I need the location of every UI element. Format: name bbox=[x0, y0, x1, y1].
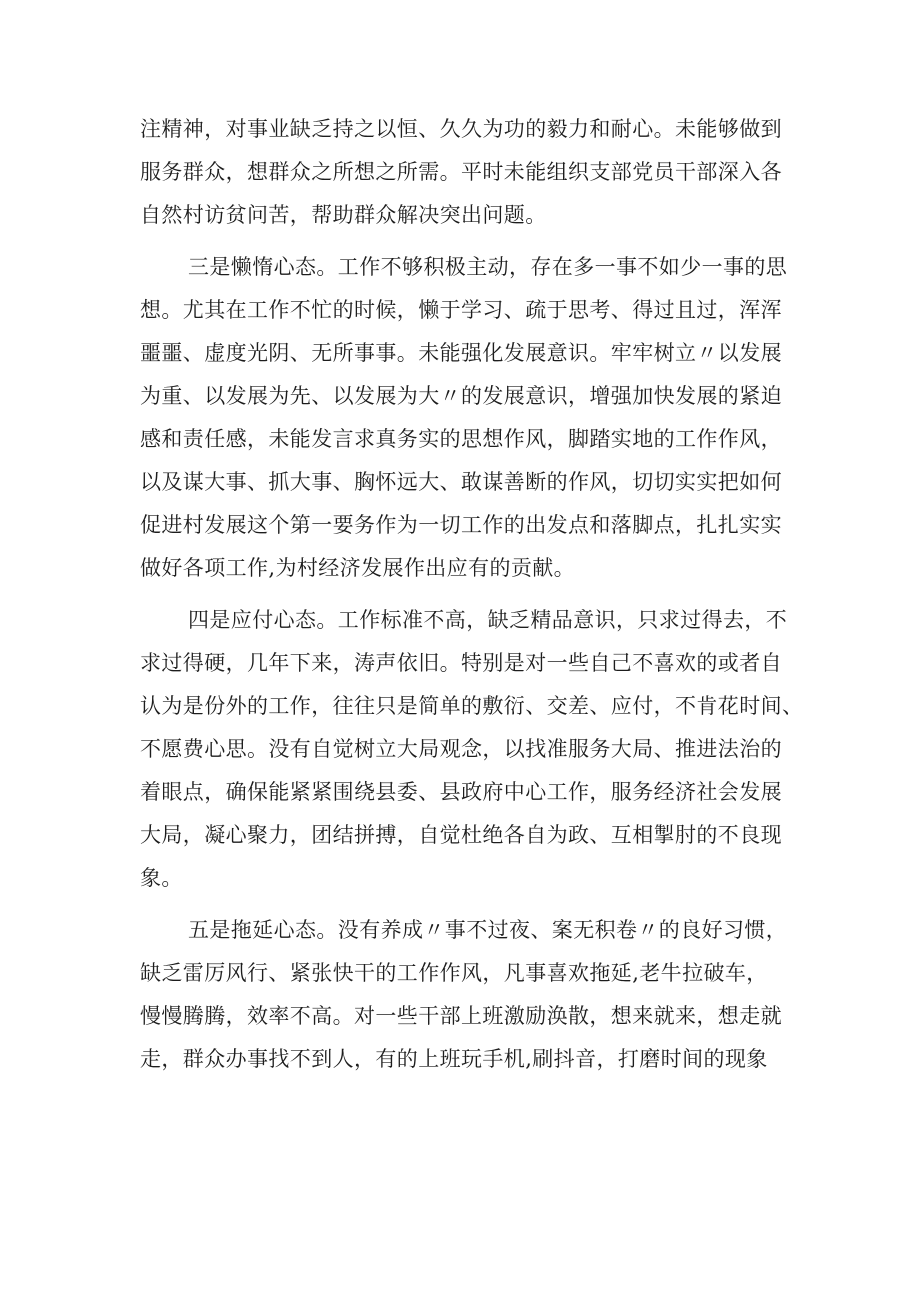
paragraph-line: 想。尤其在工作不忙的时候，懒于学习、疏于思考、得过且过，浑浑 bbox=[140, 298, 782, 322]
paragraph-line: 慢慢腾腾，效率不高。对一些干部上班激励涣散，想来就来，想走就 bbox=[140, 1004, 782, 1028]
paragraph-line: 自然村访贫问苦，帮助群众解决突出问题。 bbox=[140, 203, 547, 227]
paragraph-line: 象。 bbox=[140, 866, 183, 890]
paragraph-line: 四是应付心态。工作标准不高，缺乏精品意识，只求过得去，不 bbox=[188, 608, 788, 632]
paragraph-line: 促进村发展这个第一要务作为一切工作的出发点和落脚点，扎扎实实 bbox=[140, 513, 782, 537]
paragraph-line: 五是拖延心态。没有养成〃事不过夜、案无积卷〃的良好习惯， bbox=[188, 918, 788, 942]
paragraph-line: 认为是份外的工作，往往只是简单的敷衍、交差、应付，不肯花时间、 bbox=[140, 694, 804, 718]
paragraph-2 bbox=[140, 246, 800, 590]
paragraph-line: 服务群众，想群众之所想之所需。平时未能组织支部党员干部深入各 bbox=[140, 160, 782, 184]
paragraph-line: 噩噩、虚度光阴、无所事事。未能强化发展意识。牢牢树立〃以发展 bbox=[140, 341, 782, 365]
paragraph-line: 注精神，对事业缺乏持之以恒、久久为功的毅力和耐心。未能够做到 bbox=[140, 117, 782, 141]
paragraph-line: 大局，凝心聚力，团结拼搏，自觉杜绝各自为政、互相掣肘的不良现 bbox=[140, 823, 782, 847]
paragraph-line: 着眼点，确保能紧紧围绕县委、县政府中心工作，服务经济社会发展 bbox=[140, 780, 782, 804]
paragraph-gap bbox=[140, 900, 800, 909]
paragraph-line: 为重、以发展为先、以发展为大〃的发展意识，增强加快发展的紧迫 bbox=[140, 384, 782, 408]
paragraph-line: 做好各项工作,为村经济发展作出应有的贡献。 bbox=[140, 556, 576, 580]
paragraph-gap bbox=[140, 237, 800, 246]
paragraph-line: 求过得硬，几年下来，涛声依旧。特别是对一些自己不喜欢的或者自 bbox=[140, 651, 782, 675]
paragraph-line: 缺乏雷厉风行、紧张快干的工作作风，凡事喜欢拖延,老牛拉破车， bbox=[140, 961, 768, 985]
paragraph-1 bbox=[140, 108, 800, 237]
paragraph-gap bbox=[140, 590, 800, 599]
paragraph-line: 以及谋大事、抓大事、胸怀远大、敢谋善断的作风，切切实实把如何 bbox=[140, 470, 782, 494]
paragraph-line: 感和责任感，未能发言求真务实的思想作风，脚踏实地的工作作风， bbox=[140, 427, 782, 451]
paragraph-line: 走，群众办事找不到人，有的上班玩手机,刷抖音，打磨时间的现象 bbox=[140, 1047, 768, 1071]
document-body bbox=[140, 108, 804, 1081]
paragraph-line: 三是懒惰心态。工作不够积极主动，存在多一事不如少一事的思 bbox=[188, 255, 788, 279]
paragraph-4 bbox=[140, 909, 800, 1081]
paragraph-line: 不愿费心思。没有自觉树立大局观念，以找准服务大局、推进法治的 bbox=[140, 737, 782, 761]
paragraph-3 bbox=[140, 599, 804, 900]
